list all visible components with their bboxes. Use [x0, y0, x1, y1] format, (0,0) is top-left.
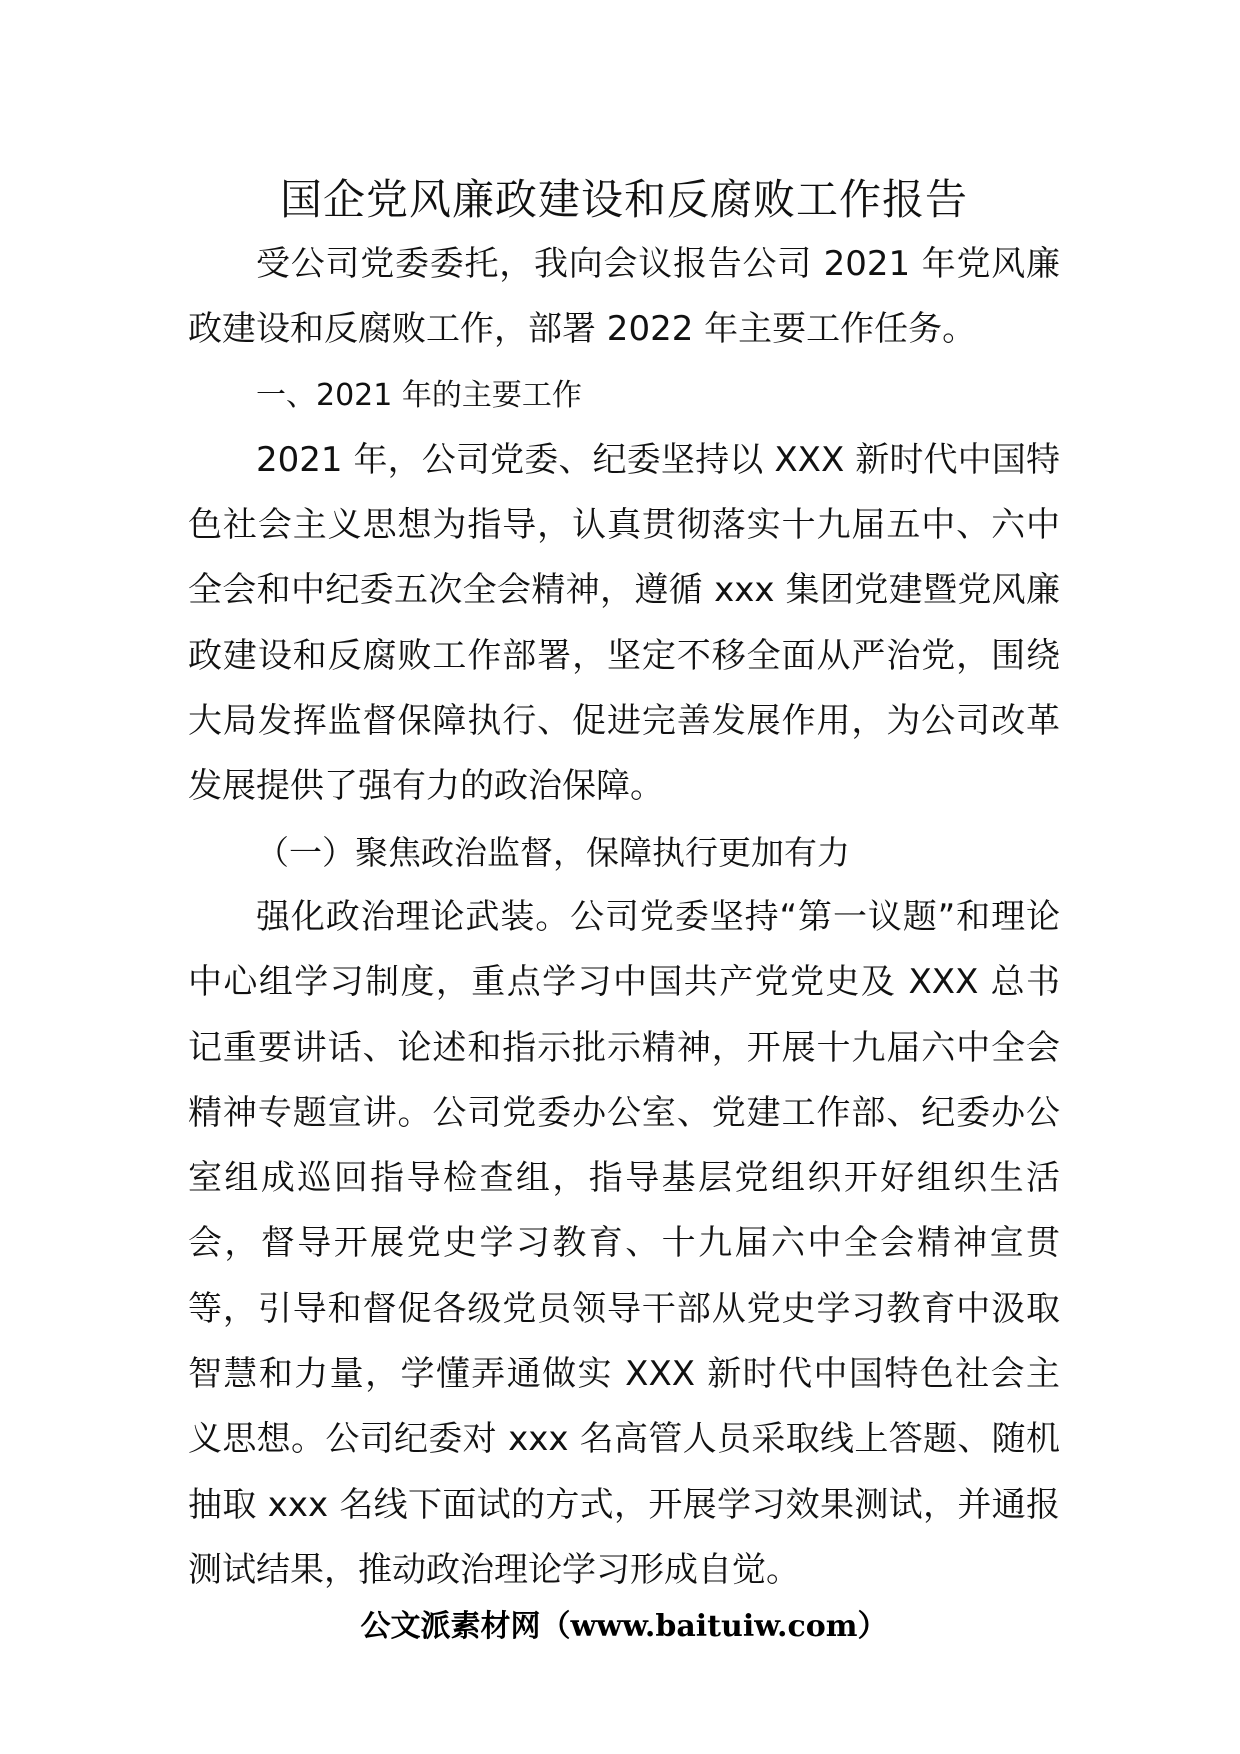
section-heading: 一、2021 年的主要工作: [256, 377, 582, 413]
footer-watermark: 公文派素材网（www.baituiw.com）: [360, 1609, 888, 1644]
body-paragraph: 2021 年，公司党委、纪委坚持以 XXX 新时代中国特色社会主义思想为指导，认真贯彻落实十九届五中、六中全会和中纪委五次全会精神，遵循 xxx 集团党建暨党风廉政建设和反腐败工作部署，坚定不移全面从严治党，围绕大局发挥监督保障执行、促进完善发展作用，为公司改革发展提供了强有力的政治保障。: [188, 439, 1060, 807]
subsection-heading: （一）聚焦政治监督，保障执行更加有力: [256, 832, 850, 872]
document-title: 国企党风廉政建设和反腐败工作报告: [279, 175, 968, 224]
body-paragraph: 强化政治理论武装。公司党委坚持“第一议题”和理论中心组学习制度，重点学习中国共产党党史及 XXX 总书记重要讲话、论述和指示批示精神，开展十九届六中全会精神专题宣讲。公司党委办公室、党建工作部、纪委办公室组成巡回指导检查组，指导基层党组织开好组织生活会，督导开展党史学习教育、十九届六中全会精神宣贯等，引导和督促各级党员领导干部从党史学习教育中汲取智慧和力量，学懂弄通做实 XXX 新时代中国特色社会主义思想。公司纪委对 xxx 名高管人员采取线上答题、随机抽取 xxx 名线下面试的方式，开展学习效果测试，并通报测试结果，推动政治理论学习形成自觉。: [188, 896, 1060, 1590]
document-body: [188, 232, 1060, 1603]
intro-paragraph: 受公司党委委托，我向会议报告公司 2021 年党风廉政建设和反腐败工作，部署 2022 年主要工作任务。: [188, 244, 1060, 350]
